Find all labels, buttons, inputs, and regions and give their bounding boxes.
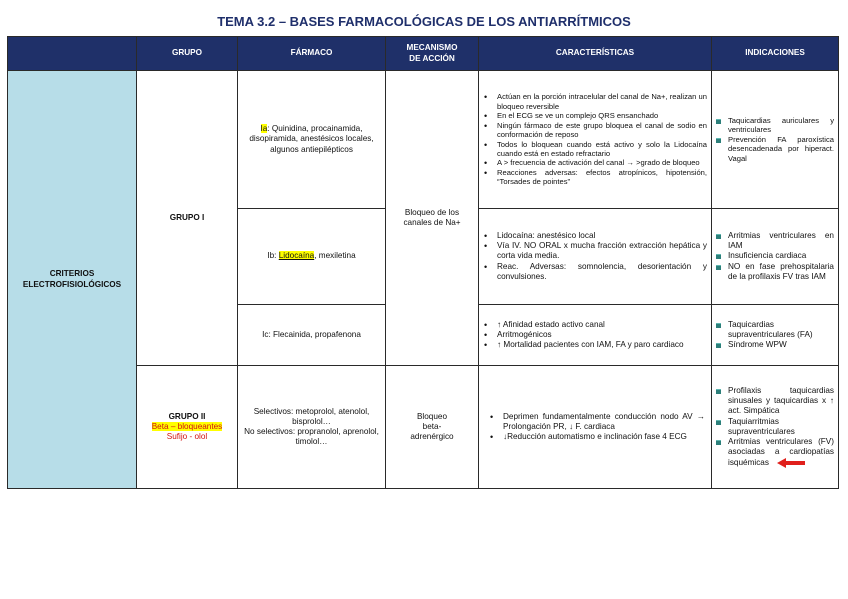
- indicacion-ii-text: Arritmias ventriculares (FV) asociadas a cardiopatías isquémicas: [728, 437, 834, 467]
- criterio-line2: ELECTROFISIOLÓGICOS: [22, 279, 122, 289]
- mecanismo-grupo-ii: [386, 366, 479, 489]
- list-item: Síndrome WPW: [728, 340, 834, 350]
- header-caracteristicas: CARACTERÍSTICAS: [479, 37, 712, 71]
- list-item: • Reac. Adversas: somnolencia, desorientación y convulsiones.: [497, 262, 707, 283]
- indicaciones-ia-list: [712, 114, 838, 165]
- list-item: • Todos lo bloquean cuando está activo y solo la Lidocaína cuando está en estado refractario: [497, 140, 707, 159]
- ib-prefix: Ib:: [267, 251, 279, 261]
- list-item: Taquicardias supraventriculares (FA): [728, 320, 834, 341]
- list-item: • A > frecuencia de activación del canal → >grado de bloqueo: [497, 158, 707, 167]
- grupo-i-cell: GRUPO I: [137, 71, 238, 366]
- page-title: TEMA 3.2 – BASES FARMACOLÓGICAS DE LOS ANTIARRÍTMICOS: [217, 14, 631, 29]
- grupo-ii-label: GRUPO II: [168, 411, 206, 421]
- indicaciones-ic-list: [712, 318, 838, 353]
- list-item: Insuficiencia cardiaca: [728, 251, 834, 261]
- farmaco-ib: [238, 209, 386, 305]
- list-item: • Deprimen fundamentalmente conducción nodo AV → Prolongación PR, ↓ F. cardiaca: [503, 412, 705, 433]
- caracteristicas-ia: [479, 71, 712, 209]
- mecanismo-ii-line1: Bloqueo: [416, 411, 448, 421]
- left-arrow-icon: [777, 458, 805, 468]
- list-item: • Arritmogénicos: [497, 330, 707, 340]
- ia-farmaco: : Quinidina, procainamida, disopiramida, anestésicos locales, algunos antiepilépticos: [249, 124, 374, 154]
- criterio-line1: CRITERIOS: [49, 269, 95, 279]
- list-item: Prevención FA paroxística desencadenada por hiperact. Vagal: [728, 134, 834, 163]
- caracteristicas-ic: [479, 305, 712, 366]
- header-mecanismo-line1: MECANISMO: [406, 43, 458, 53]
- header-row: [8, 37, 839, 71]
- header-grupo: GRUPO: [137, 37, 238, 71]
- antiarrhythmic-table: [7, 36, 839, 489]
- list-item: Taquiarritmias supraventriculares: [728, 417, 834, 438]
- header-mecanismo: [386, 37, 479, 71]
- grupo-ii-farmaco-line1: Selectivos: metoprolol, atenolol, bisprolol…: [253, 406, 370, 426]
- list-item: Taquicardias auriculares y ventriculares: [728, 115, 834, 135]
- caracteristicas-ib-list: [479, 229, 711, 284]
- header-farmaco: FÁRMACO: [238, 37, 386, 71]
- list-item: • ↓Reducción automatismo e inclinación fase 4 ECG: [503, 432, 705, 442]
- indicaciones-ii-list: [712, 384, 838, 470]
- ib-rest: , mexiletina: [314, 251, 356, 261]
- mecanismo-ii-line3: adrenérgico: [410, 432, 454, 442]
- indicaciones-ia: [712, 71, 839, 209]
- indicaciones-ib-list: [712, 229, 838, 284]
- header-empty: [8, 37, 137, 71]
- table-row-ia: [8, 71, 839, 209]
- list-item: Profilaxis taquicardias sinusales y taquicardias x ↑ act. Simpática: [728, 385, 834, 416]
- list-item: • Lidocaína: anestésico local: [497, 231, 707, 241]
- caracteristicas-ii-list: [479, 410, 711, 445]
- list-item: • ↑ Mortalidad pacientes con IAM, FA y paro cardiaco: [497, 340, 707, 350]
- header-indicaciones: INDICACIONES: [712, 37, 839, 71]
- caracteristicas-ic-list: [479, 318, 711, 353]
- farmaco-grupo-ii: [238, 366, 386, 489]
- list-item: NO en fase prehospitalaria de la profilaxis FV tras IAM: [728, 261, 834, 281]
- mecanismo-i-line1: Bloqueo de los: [404, 207, 460, 217]
- list-item: • ↑ Afinidad estado activo canal: [497, 320, 707, 330]
- ib-highlight: Lidocaína: [278, 251, 315, 261]
- list-item: • Vía IV. NO ORAL x mucha fracción extracción hepática y corta vida media.: [497, 241, 707, 262]
- indicaciones-ic: [712, 305, 839, 366]
- grupo-ii-cell: [137, 366, 238, 489]
- header-mecanismo-line2: DE ACCIÓN: [409, 53, 455, 63]
- indicaciones-grupo-ii: [712, 366, 839, 489]
- grupo-ii-sublabel: Beta – bloqueantes: [151, 421, 223, 431]
- grupo-ii-sufijo: Sufijo - olol: [166, 432, 208, 442]
- farmaco-ia: [238, 71, 386, 209]
- list-item: • Reacciones adversas: efectos atropínicos, hipotensión, “Torsades de pointes”: [497, 168, 707, 187]
- list-item: [728, 437, 834, 468]
- mecanismo-i-line2: canales de Na+: [403, 218, 461, 227]
- caracteristicas-grupo-ii: [479, 366, 712, 489]
- indicaciones-ib: [712, 209, 839, 305]
- list-item: • En el ECG se ve un complejo QRS ensanchado: [497, 111, 707, 120]
- list-item: Arritmias ventriculares en IAM: [728, 230, 834, 251]
- caracteristicas-ib: [479, 209, 712, 305]
- grupo-ii-farmaco-line2: No selectivos: propranolol, aprenolol, timolol…: [244, 427, 379, 447]
- list-item: • Ningún fármaco de este grupo bloquea el canal de sodio en conformación de reposo: [497, 121, 707, 140]
- farmaco-ic: Ic: Flecainida, propafenona: [238, 305, 386, 366]
- mecanismo-grupo-i: [386, 71, 479, 366]
- ia-prefix: Ia: [260, 124, 268, 134]
- caracteristicas-ia-list: [479, 90, 711, 189]
- mecanismo-ii-line2: beta-: [422, 421, 442, 431]
- criterio-cell: [8, 71, 137, 489]
- list-item: • Actúan en la porción intracelular del canal de Na+, realizan un bloqueo reversible: [497, 92, 707, 111]
